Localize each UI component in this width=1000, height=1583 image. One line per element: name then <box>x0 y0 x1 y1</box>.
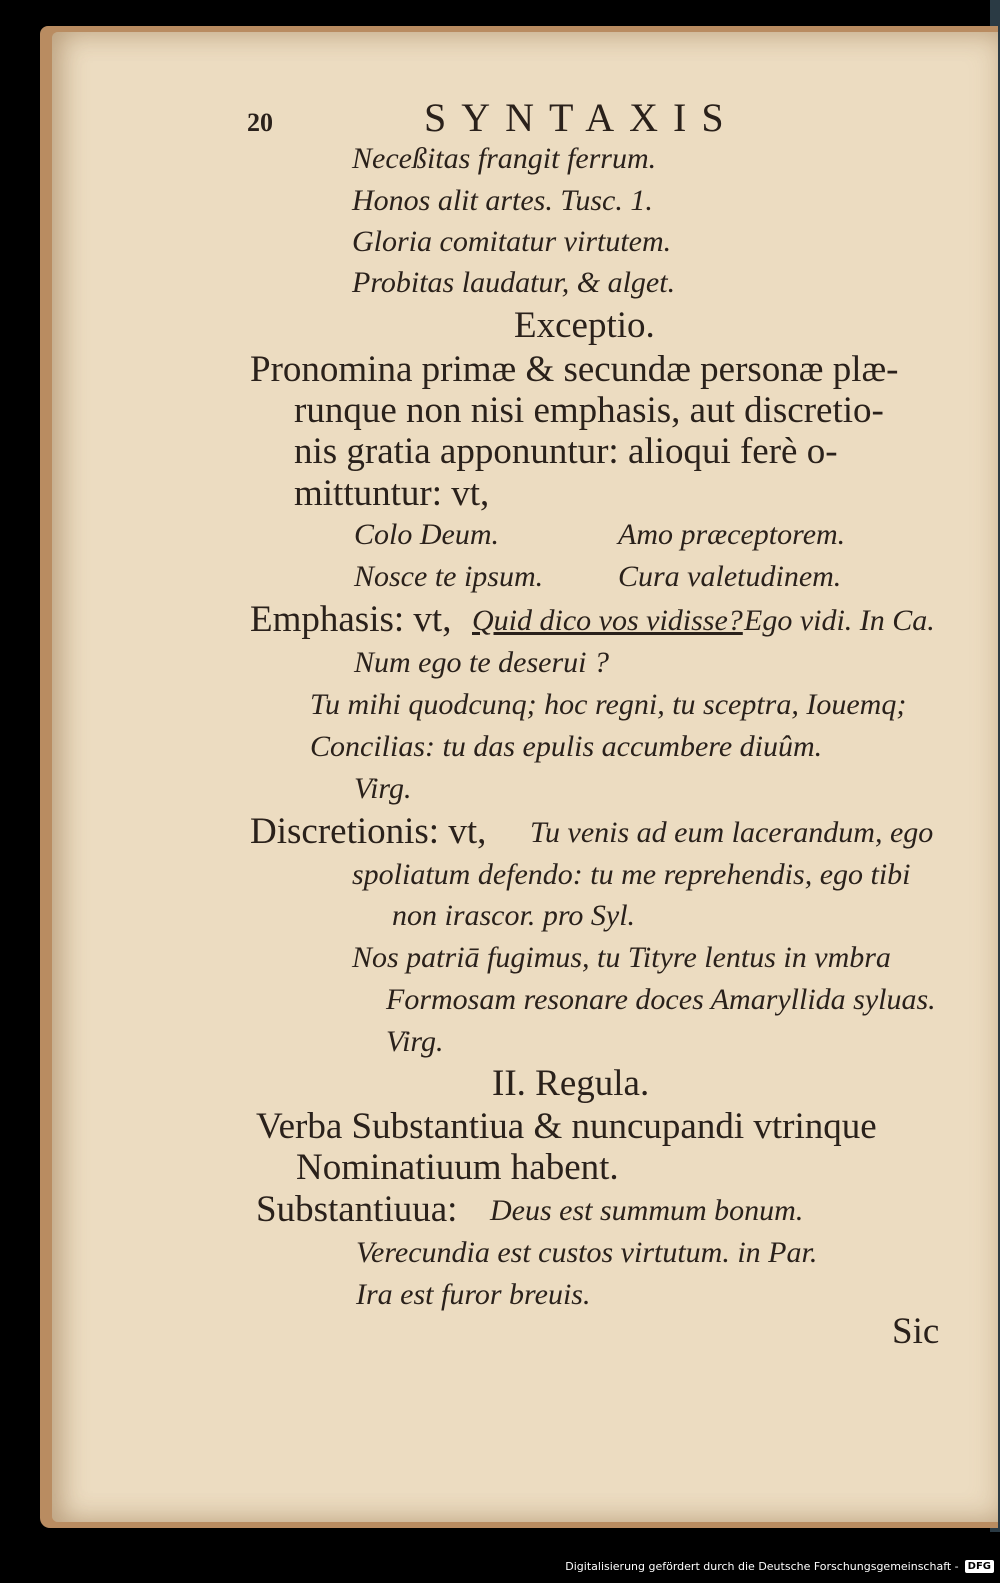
citation: Virg. <box>386 1025 444 1058</box>
text-line: Discretionis: vt, <box>250 811 487 852</box>
example-line: Amo præceptorem. <box>618 518 846 551</box>
text-line: Pronomina primæ & secundæ personæ plæ- <box>250 349 899 390</box>
example-line: Colo Deum. <box>354 518 499 551</box>
catchword: Sic <box>892 1311 940 1352</box>
dfg-logo: DFG <box>965 1560 994 1573</box>
book-page <box>52 32 998 1522</box>
example-line: Verecundia est custos virtutum. in Par. <box>356 1236 818 1269</box>
example-line: Ego vidi. In Ca. <box>744 604 935 637</box>
page-number: 20 <box>247 108 273 137</box>
text-line: Verba Substantiua & nuncupandi vtrinque <box>256 1106 877 1147</box>
digitization-footer <box>565 1553 994 1579</box>
example-line: Cura valetudinem. <box>618 560 842 593</box>
section-heading: II. Regula. <box>492 1063 650 1104</box>
verse-line: Nos patriā fugimus, tu Tityre lentus in vmbra <box>352 941 891 974</box>
verse-line: Tu mihi quodcunq; hoc regni, tu sceptra, Iouemq; <box>310 688 907 721</box>
text-line: Emphasis: vt, <box>250 599 452 640</box>
section-heading: Exceptio. <box>514 305 655 346</box>
example-line: Quid dico vos vidisse? <box>472 604 743 637</box>
text-line: Substantiuua: <box>256 1189 458 1230</box>
example-line: Nosce te ipsum. <box>354 560 544 593</box>
footer-text: Digitalisierung gefördert durch die Deutsche Forschungsgemeinschaft - <box>565 1559 959 1573</box>
text-line: Nominatiuum habent. <box>296 1147 619 1188</box>
citation: Virg. <box>354 772 412 805</box>
example-line: Honos alit artes. Tusc. 1. <box>352 184 653 217</box>
text-line: mittuntur: vt, <box>294 473 490 514</box>
example-line: Ira est furor breuis. <box>356 1278 591 1311</box>
example-line: spoliatum defendo: tu me reprehendis, ego tibi <box>352 858 911 891</box>
example-line: Probitas laudatur, & alget. <box>352 266 676 299</box>
example-line: Tu venis ad eum lacerandum, ego <box>530 816 934 849</box>
text-line: nis gratia apponuntur: alioqui ferè o- <box>294 431 838 472</box>
example-line: Gloria comitatur virtutem. <box>352 225 672 258</box>
example-line: Num ego te deserui ? <box>354 646 609 679</box>
example-line: Deus est summum bonum. <box>490 1194 804 1227</box>
example-line: non irascor. pro Syl. <box>392 899 636 932</box>
verse-line: Formosam resonare doces Amaryllida syluas. <box>386 983 936 1016</box>
verse-line: Concilias: tu das epulis accumbere diuûm. <box>310 730 823 763</box>
text-line: runque non nisi emphasis, aut discretio- <box>294 390 884 431</box>
running-title: SYNTAXIS <box>424 95 739 140</box>
example-line: Neceßitas frangit ferrum. <box>352 142 657 175</box>
